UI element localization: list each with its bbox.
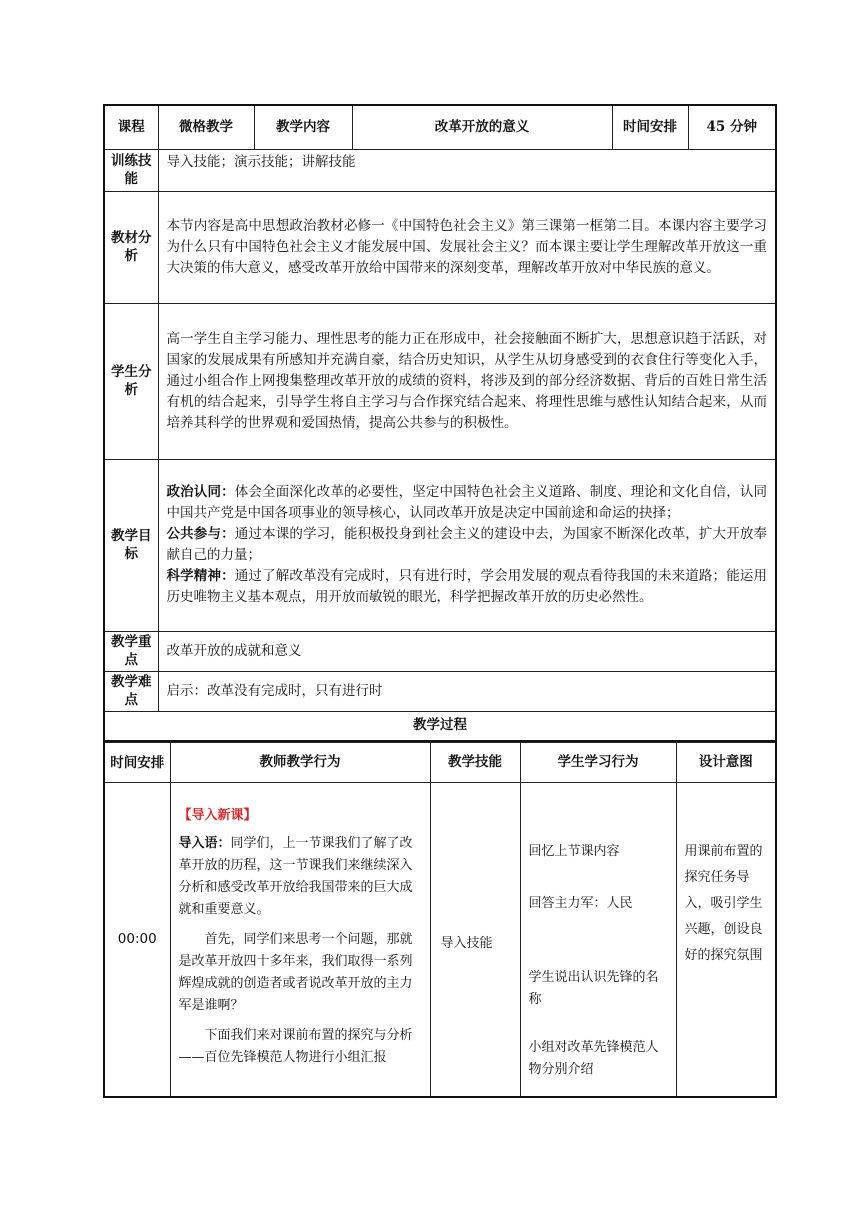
material-label: 教材分析 [104,191,158,303]
col-header-skill: 教学技能 [430,743,520,783]
teacher-lead [179,833,424,921]
intent-cell: 用课前布置的探究任务导入，吸引学生兴趣，创设良好的探究氛围 [676,783,776,1097]
course-label: 课程 [104,105,158,149]
student-action: 回答主力军：人民 [528,896,633,911]
goal-item [167,566,768,608]
goal-item [167,524,768,566]
goal-text: 通过本课的学习，能积极投身到社会主义的建设中去，为国家不断深化改革，扩大开放奉献自己的力量； [166,526,768,563]
students-value: 高一学生自主学习能力、理性思考的能力正在形成中，社会接触面不断扩大，思想意识趋于活跃，对国家的发展成果有所感知并充满自豪，结合历史知识，从学生从切身感受到的衣食住行等变化入手，通过小组合作上网搜集整理改革开放的成绩的资料，将涉及到的部分经济数据、背后的百姓日常生活有机的结合起来，引导学生将自主学习与合作探究结合起来、将理性思维与感性认知结合起来，从而培养其科学的世界观和爱国热情，提高公共参与的积极性。 [158,303,776,459]
students-label: 学生分析 [104,303,158,459]
lead-text: 同学们，上一节课我们了解了改革开放的历程，这一节课我们来继续深入分析和感受改革开放给我国带来的巨大成就和重要意义。 [178,836,413,917]
lead-title: 导入语： [178,836,231,851]
time-value: 45 分钟 [688,105,776,149]
skills-label: 训练技能 [104,149,158,191]
process-title: 教学过程 [104,711,776,741]
content-label: 教学内容 [254,105,352,149]
goal-text: 体会全面深化改革的必要性，坚定中国特色社会主义道路、制度、理论和文化自信，认同中国共产党是中国各项事业的领导核心，认同改革开放是决定中国前途和命运的抉择； [166,484,768,521]
goal-title: 科学精神： [166,568,235,584]
goals-label: 教学目标 [104,459,158,631]
skill-cell: 导入技能 [430,783,520,1097]
lesson-info-table [103,104,777,742]
content-value: 改革开放的意义 [352,105,612,149]
teacher-para: 首先，同学们来思考一个问题，那就是改革开放四十多年来，我们取得一系列辉煌成就的创造者或者说改革开放的主力军是谁啊？ [178,932,413,1013]
lesson-plan [103,104,775,1098]
goal-text: 通过了解改革没有完成时，只有进行时，学会用发展的观点看待我国的未来道路；能运用历史唯物主义基本观点，用开放而敏锐的眼光，科学把握改革开放的历史必然性。 [166,568,768,605]
student-action: 学生说出认识先锋的名称 [528,970,659,1007]
process-table [103,742,777,1098]
section-heading: 【导入新课】 [178,808,257,823]
col-header-teacher: 教师教学行为 [170,743,430,783]
goals-list [158,459,776,631]
student-cell [520,783,676,1097]
goal-item [167,482,768,524]
student-action: 回忆上节课内容 [528,844,620,859]
col-header-intent: 设计意图 [676,743,776,783]
skills-value: 导入技能；演示技能；讲解技能 [158,149,776,191]
col-header-student: 学生学习行为 [520,743,676,783]
difficulty-value: 启示：改革没有完成时，只有进行时 [158,671,776,711]
col-header-time: 时间安排 [104,743,170,783]
time-cell: 00:00 [104,783,170,1097]
material-value: 本节内容是高中思想政治教材必修一《中国特色社会主义》第三课第一框第二目。本课内容主要学习为什么只有中国特色社会主义才能发展中国、发展社会主义？而本课主要让学生理解改革开放这一重大决策的伟大意义，感受改革开放给中国带来的深刻变革，理解改革开放对中华民族的意义。 [158,191,776,303]
key-point-value: 改革开放的成就和意义 [158,631,776,671]
teacher-para: 下面我们来对课前布置的探究与分析——百位先锋模范人物进行小组汇报 [178,1028,413,1065]
student-action: 小组对改革先锋模范人物分别介绍 [528,1040,659,1077]
course-value: 微格教学 [158,105,254,149]
teacher-cell [170,783,430,1097]
goal-title: 公共参与： [166,526,235,542]
time-label: 时间安排 [612,105,688,149]
difficulty-label: 教学难点 [104,671,158,711]
key-point-label: 教学重点 [104,631,158,671]
goal-title: 政治认同： [166,484,235,500]
